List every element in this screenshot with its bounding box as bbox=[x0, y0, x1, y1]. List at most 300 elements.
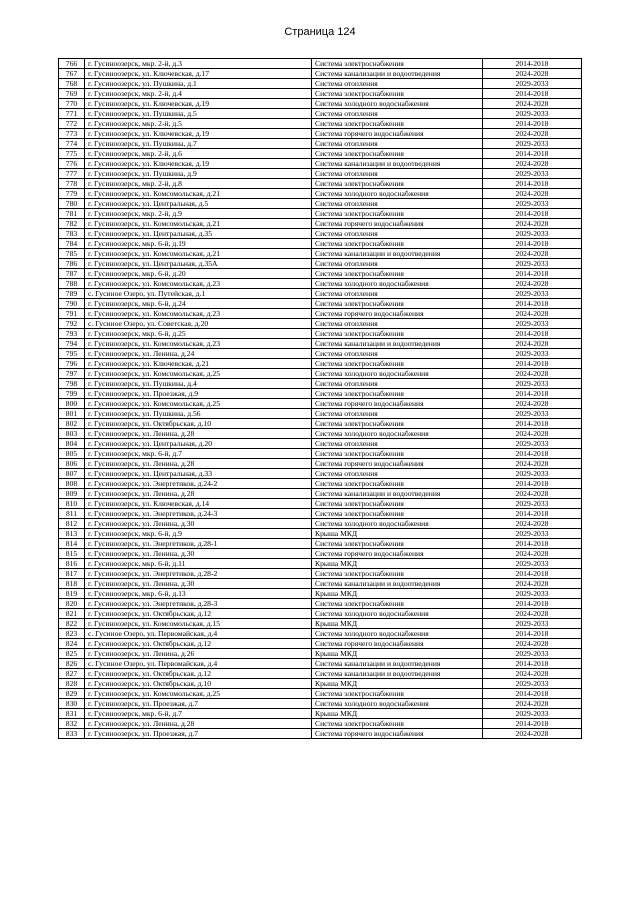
period-cell: 2029-2033 bbox=[483, 589, 582, 599]
period-cell: 2024-2028 bbox=[483, 609, 582, 619]
table-row bbox=[59, 149, 582, 159]
system-cell: Система электроснабжения bbox=[312, 569, 483, 579]
row-number: 792 bbox=[59, 319, 85, 329]
address-cell: г. Гусиноозерск, ул. Пушкина, д.5 bbox=[85, 109, 312, 119]
period-cell: 2029-2033 bbox=[483, 79, 582, 89]
row-number: 810 bbox=[59, 499, 85, 509]
period-cell: 2014-2018 bbox=[483, 419, 582, 429]
period-cell: 2024-2028 bbox=[483, 279, 582, 289]
row-number: 769 bbox=[59, 89, 85, 99]
row-number: 771 bbox=[59, 109, 85, 119]
row-number: 813 bbox=[59, 529, 85, 539]
period-cell: 2029-2033 bbox=[483, 619, 582, 629]
row-number: 772 bbox=[59, 119, 85, 129]
period-cell: 2024-2028 bbox=[483, 429, 582, 439]
table-row bbox=[59, 529, 582, 539]
address-cell: г. Гусиноозерск, ул. Ключевская, д.17 bbox=[85, 69, 312, 79]
row-number: 786 bbox=[59, 259, 85, 269]
address-cell: г. Гусиноозерск, мкр. 2-й, д.9 bbox=[85, 209, 312, 219]
period-cell: 2024-2028 bbox=[483, 519, 582, 529]
period-cell: 2024-2028 bbox=[483, 249, 582, 259]
row-number: 796 bbox=[59, 359, 85, 369]
table-row bbox=[59, 439, 582, 449]
address-cell: г. Гусиноозерск, ул. Пушкина, д.4 bbox=[85, 379, 312, 389]
address-cell: г. Гусиноозерск, ул. Пушкина, д.9 bbox=[85, 169, 312, 179]
system-cell: Система электроснабжения bbox=[312, 299, 483, 309]
period-cell: 2024-2028 bbox=[483, 369, 582, 379]
system-cell: Система отопления bbox=[312, 439, 483, 449]
address-cell: г. Гусиноозерск, ул. Энергетиков, д.28-2 bbox=[85, 569, 312, 579]
table-row bbox=[59, 489, 582, 499]
system-cell: Крыша МКД bbox=[312, 529, 483, 539]
system-cell: Крыша МКД bbox=[312, 709, 483, 719]
period-cell: 2029-2033 bbox=[483, 169, 582, 179]
table-row bbox=[59, 629, 582, 639]
period-cell: 2014-2018 bbox=[483, 179, 582, 189]
period-cell: 2024-2028 bbox=[483, 309, 582, 319]
system-cell: Система электроснабжения bbox=[312, 209, 483, 219]
address-cell: г. Гусиноозерск, мкр. 2-й, д.3 bbox=[85, 59, 312, 69]
table-row bbox=[59, 619, 582, 629]
row-number: 766 bbox=[59, 59, 85, 69]
row-number: 809 bbox=[59, 489, 85, 499]
system-cell: Система электроснабжения bbox=[312, 539, 483, 549]
table-row bbox=[59, 99, 582, 109]
row-number: 798 bbox=[59, 379, 85, 389]
table-row bbox=[59, 189, 582, 199]
table-row bbox=[59, 249, 582, 259]
period-cell: 2029-2033 bbox=[483, 529, 582, 539]
address-cell: г. Гусиноозерск, ул. Центральная, д.35А bbox=[85, 259, 312, 269]
period-cell: 2014-2018 bbox=[483, 89, 582, 99]
address-cell: г. Гусиноозерск, мкр. 6-й, д.9 bbox=[85, 529, 312, 539]
period-cell: 2014-2018 bbox=[483, 449, 582, 459]
system-cell: Система отопления bbox=[312, 139, 483, 149]
row-number: 833 bbox=[59, 729, 85, 739]
row-number: 788 bbox=[59, 279, 85, 289]
system-cell: Система электроснабжения bbox=[312, 389, 483, 399]
table-row bbox=[59, 479, 582, 489]
row-number: 793 bbox=[59, 329, 85, 339]
period-cell: 2029-2033 bbox=[483, 319, 582, 329]
row-number: 768 bbox=[59, 79, 85, 89]
system-cell: Крыша МКД bbox=[312, 649, 483, 659]
table-row bbox=[59, 379, 582, 389]
row-number: 805 bbox=[59, 449, 85, 459]
address-cell: с. Гусиное Озеро, ул. Первомайская, д.4 bbox=[85, 629, 312, 639]
period-cell: 2014-2018 bbox=[483, 509, 582, 519]
table-row bbox=[59, 409, 582, 419]
row-number: 779 bbox=[59, 189, 85, 199]
system-cell: Система отопления bbox=[312, 379, 483, 389]
address-cell: г. Гусиноозерск, ул. Ленина, д.26 bbox=[85, 649, 312, 659]
period-cell: 2029-2033 bbox=[483, 139, 582, 149]
period-cell: 2024-2028 bbox=[483, 219, 582, 229]
row-number: 829 bbox=[59, 689, 85, 699]
row-number: 784 bbox=[59, 239, 85, 249]
period-cell: 2024-2028 bbox=[483, 669, 582, 679]
address-cell: г. Гусиноозерск, ул. Октябрьская, д.12 bbox=[85, 669, 312, 679]
address-cell: г. Гусиноозерск, ул. Энергетиков, д.28-1 bbox=[85, 539, 312, 549]
row-number: 770 bbox=[59, 99, 85, 109]
row-number: 815 bbox=[59, 549, 85, 559]
system-cell: Система электроснабжения bbox=[312, 329, 483, 339]
row-number: 827 bbox=[59, 669, 85, 679]
system-cell: Система электроснабжения bbox=[312, 449, 483, 459]
table-row bbox=[59, 639, 582, 649]
table-row bbox=[59, 659, 582, 669]
address-cell: г. Гусиноозерск, ул. Ленина, д.30 bbox=[85, 519, 312, 529]
period-cell: 2029-2033 bbox=[483, 259, 582, 269]
address-cell: г. Гусиноозерск, мкр. 6-й, д.7 bbox=[85, 449, 312, 459]
system-cell: Система электроснабжения bbox=[312, 149, 483, 159]
system-cell: Система отопления bbox=[312, 349, 483, 359]
period-cell: 2014-2018 bbox=[483, 359, 582, 369]
row-number: 811 bbox=[59, 509, 85, 519]
address-cell: г. Гусиноозерск, ул. Ключевская, д.19 bbox=[85, 159, 312, 169]
period-cell: 2029-2033 bbox=[483, 499, 582, 509]
address-cell: с. Гусиное Озеро, ул. Первомайская, д.4 bbox=[85, 659, 312, 669]
address-cell: г. Гусиноозерск, ул. Комсомольская, д.21 bbox=[85, 219, 312, 229]
program-table bbox=[58, 58, 582, 739]
period-cell: 2029-2033 bbox=[483, 679, 582, 689]
period-cell: 2029-2033 bbox=[483, 109, 582, 119]
period-cell: 2029-2033 bbox=[483, 439, 582, 449]
address-cell: г. Гусиноозерск, ул. Ленина, д.28 bbox=[85, 459, 312, 469]
table-row bbox=[59, 229, 582, 239]
period-cell: 2014-2018 bbox=[483, 479, 582, 489]
period-cell: 2024-2028 bbox=[483, 699, 582, 709]
system-cell: Система холодного водоснабжения bbox=[312, 519, 483, 529]
system-cell: Крыша МКД bbox=[312, 679, 483, 689]
address-cell: г. Гусиноозерск, ул. Центральная, д.33 bbox=[85, 469, 312, 479]
period-cell: 2024-2028 bbox=[483, 129, 582, 139]
system-cell: Система электроснабжения bbox=[312, 239, 483, 249]
table-row bbox=[59, 719, 582, 729]
table-row bbox=[59, 219, 582, 229]
system-cell: Система канализации и водоотведения bbox=[312, 159, 483, 169]
table-row bbox=[59, 649, 582, 659]
table-row bbox=[59, 389, 582, 399]
address-cell: г. Гусиноозерск, ул. Энергетиков, д.28-3 bbox=[85, 599, 312, 609]
row-number: 787 bbox=[59, 269, 85, 279]
table-row bbox=[59, 289, 582, 299]
table-row bbox=[59, 139, 582, 149]
address-cell: г. Гусиноозерск, ул. Комсомольская, д.21 bbox=[85, 189, 312, 199]
address-cell: с. Гусиное Озеро, ул. Путейская, д.1 bbox=[85, 289, 312, 299]
system-cell: Система канализации и водоотведения bbox=[312, 69, 483, 79]
row-number: 823 bbox=[59, 629, 85, 639]
period-cell: 2014-2018 bbox=[483, 299, 582, 309]
row-number: 830 bbox=[59, 699, 85, 709]
table-row bbox=[59, 169, 582, 179]
table-row bbox=[59, 709, 582, 719]
row-number: 824 bbox=[59, 639, 85, 649]
table-row bbox=[59, 459, 582, 469]
table-row bbox=[59, 589, 582, 599]
table-row bbox=[59, 59, 582, 69]
table-row bbox=[59, 209, 582, 219]
table-row bbox=[59, 559, 582, 569]
address-cell: г. Гусиноозерск, мкр. 6-й, д.19 bbox=[85, 239, 312, 249]
period-cell: 2014-2018 bbox=[483, 539, 582, 549]
period-cell: 2024-2028 bbox=[483, 399, 582, 409]
row-number: 800 bbox=[59, 399, 85, 409]
address-cell: г. Гусиноозерск, мкр. 2-й, д.4 bbox=[85, 89, 312, 99]
period-cell: 2014-2018 bbox=[483, 149, 582, 159]
system-cell: Крыша МКД bbox=[312, 559, 483, 569]
address-cell: г. Гусиноозерск, мкр. 6-й, д.25 bbox=[85, 329, 312, 339]
table-row bbox=[59, 299, 582, 309]
system-cell: Система отопления bbox=[312, 199, 483, 209]
system-cell: Система холодного водоснабжения bbox=[312, 429, 483, 439]
row-number: 799 bbox=[59, 389, 85, 399]
address-cell: г. Гусиноозерск, ул. Комсомольская, д.23 bbox=[85, 339, 312, 349]
address-cell: г. Гусиноозерск, ул. Пушкина, д.56 bbox=[85, 409, 312, 419]
system-cell: Система канализации и водоотведения bbox=[312, 669, 483, 679]
system-cell: Система холодного водоснабжения bbox=[312, 609, 483, 619]
row-number: 782 bbox=[59, 219, 85, 229]
row-number: 785 bbox=[59, 249, 85, 259]
row-number: 794 bbox=[59, 339, 85, 349]
system-cell: Система электроснабжения bbox=[312, 689, 483, 699]
system-cell: Система электроснабжения bbox=[312, 509, 483, 519]
row-number: 795 bbox=[59, 349, 85, 359]
period-cell: 2014-2018 bbox=[483, 719, 582, 729]
period-cell: 2014-2018 bbox=[483, 59, 582, 69]
row-number: 791 bbox=[59, 309, 85, 319]
table-row bbox=[59, 399, 582, 409]
system-cell: Система холодного водоснабжения bbox=[312, 99, 483, 109]
address-cell: г. Гусиноозерск, ул. Ключевская, д.14 bbox=[85, 499, 312, 509]
address-cell: г. Гусиноозерск, ул. Октябрьская, д.12 bbox=[85, 609, 312, 619]
system-cell: Система электроснабжения bbox=[312, 89, 483, 99]
row-number: 820 bbox=[59, 599, 85, 609]
table-row bbox=[59, 509, 582, 519]
row-number: 825 bbox=[59, 649, 85, 659]
address-cell: г. Гусиноозерск, мкр. 6-й, д.13 bbox=[85, 589, 312, 599]
row-number: 777 bbox=[59, 169, 85, 179]
period-cell: 2014-2018 bbox=[483, 269, 582, 279]
system-cell: Система канализации и водоотведения bbox=[312, 249, 483, 259]
row-number: 819 bbox=[59, 589, 85, 599]
table-row bbox=[59, 429, 582, 439]
address-cell: г. Гусиноозерск, ул. Энергетиков, д.24-3 bbox=[85, 509, 312, 519]
address-cell: г. Гусиноозерск, мкр. 2-й, д.6 bbox=[85, 149, 312, 159]
row-number: 816 bbox=[59, 559, 85, 569]
system-cell: Система горячего водоснабжения bbox=[312, 309, 483, 319]
period-cell: 2024-2028 bbox=[483, 459, 582, 469]
address-cell: г. Гусиноозерск, мкр. 2-й, д.5 bbox=[85, 119, 312, 129]
system-cell: Система горячего водоснабжения bbox=[312, 729, 483, 739]
address-cell: г. Гусиноозерск, мкр. 6-й, д.11 bbox=[85, 559, 312, 569]
period-cell: 2024-2028 bbox=[483, 729, 582, 739]
address-cell: г. Гусиноозерск, ул. Октябрьская, д.10 bbox=[85, 679, 312, 689]
system-cell: Система канализации и водоотведения bbox=[312, 489, 483, 499]
table-row bbox=[59, 369, 582, 379]
table-row bbox=[59, 329, 582, 339]
system-cell: Система электроснабжения bbox=[312, 269, 483, 279]
table-row bbox=[59, 199, 582, 209]
table-row bbox=[59, 729, 582, 739]
row-number: 832 bbox=[59, 719, 85, 729]
system-cell: Система канализации и водоотведения bbox=[312, 579, 483, 589]
row-number: 775 bbox=[59, 149, 85, 159]
system-cell: Система холодного водоснабжения bbox=[312, 699, 483, 709]
address-cell: г. Гусиноозерск, ул. Ленина, д.24 bbox=[85, 349, 312, 359]
address-cell: г. Гусиноозерск, ул. Ленина, д.30 bbox=[85, 549, 312, 559]
table-row bbox=[59, 159, 582, 169]
address-cell: г. Гусиноозерск, ул. Центральная, д.5 bbox=[85, 199, 312, 209]
period-cell: 2029-2033 bbox=[483, 229, 582, 239]
period-cell: 2024-2028 bbox=[483, 489, 582, 499]
table-row bbox=[59, 599, 582, 609]
table-body bbox=[59, 59, 582, 739]
system-cell: Крыша МКД bbox=[312, 619, 483, 629]
system-cell: Система электроснабжения bbox=[312, 599, 483, 609]
system-cell: Система отопления bbox=[312, 169, 483, 179]
address-cell: г. Гусиноозерск, мкр. 2-й, д.8 bbox=[85, 179, 312, 189]
period-cell: 2024-2028 bbox=[483, 579, 582, 589]
period-cell: 2014-2018 bbox=[483, 119, 582, 129]
address-cell: г. Гусиноозерск, ул. Ленина, д.28 bbox=[85, 719, 312, 729]
address-cell: г. Гусиноозерск, ул. Комсомольская, д.23 bbox=[85, 309, 312, 319]
address-cell: г. Гусиноозерск, мкр. 6-й, д.24 bbox=[85, 299, 312, 309]
table-row bbox=[59, 79, 582, 89]
table-row bbox=[59, 179, 582, 189]
row-number: 812 bbox=[59, 519, 85, 529]
period-cell: 2024-2028 bbox=[483, 159, 582, 169]
system-cell: Система отопления bbox=[312, 229, 483, 239]
table-row bbox=[59, 689, 582, 699]
address-cell: г. Гусиноозерск, ул. Проезжая, д.7 bbox=[85, 729, 312, 739]
table-row bbox=[59, 579, 582, 589]
table-row bbox=[59, 419, 582, 429]
system-cell: Система горячего водоснабжения bbox=[312, 639, 483, 649]
table-row bbox=[59, 679, 582, 689]
address-cell: г. Гусиноозерск, ул. Ленина, д.28 bbox=[85, 429, 312, 439]
period-cell: 2029-2033 bbox=[483, 199, 582, 209]
row-number: 783 bbox=[59, 229, 85, 239]
table-row bbox=[59, 609, 582, 619]
address-cell: г. Гусиноозерск, ул. Ключевская, д.19 bbox=[85, 129, 312, 139]
row-number: 804 bbox=[59, 439, 85, 449]
period-cell: 2024-2028 bbox=[483, 639, 582, 649]
period-cell: 2014-2018 bbox=[483, 689, 582, 699]
row-number: 828 bbox=[59, 679, 85, 689]
address-cell: г. Гусиноозерск, ул. Энергетиков, д.24-2 bbox=[85, 479, 312, 489]
address-cell: г. Гусиноозерск, ул. Проезжая, д.9 bbox=[85, 389, 312, 399]
address-cell: г. Гусиноозерск, ул. Октябрьская, д.10 bbox=[85, 419, 312, 429]
table-row bbox=[59, 539, 582, 549]
period-cell: 2014-2018 bbox=[483, 389, 582, 399]
system-cell: Система холодного водоснабжения bbox=[312, 629, 483, 639]
system-cell: Система отопления bbox=[312, 409, 483, 419]
table-row bbox=[59, 519, 582, 529]
period-cell: 2024-2028 bbox=[483, 339, 582, 349]
address-cell: г. Гусиноозерск, ул. Комсомольская, д.25 bbox=[85, 689, 312, 699]
address-cell: г. Гусиноозерск, ул. Пушкина, д.1 bbox=[85, 79, 312, 89]
address-cell: г. Гусиноозерск, ул. Пушкина, д.7 bbox=[85, 139, 312, 149]
system-cell: Система электроснабжения bbox=[312, 59, 483, 69]
system-cell: Система горячего водоснабжения bbox=[312, 219, 483, 229]
row-number: 818 bbox=[59, 579, 85, 589]
system-cell: Система отопления bbox=[312, 289, 483, 299]
address-cell: г. Гусиноозерск, ул. Комсомольская, д.25 bbox=[85, 399, 312, 409]
table-row bbox=[59, 269, 582, 279]
table-row bbox=[59, 339, 582, 349]
period-cell: 2014-2018 bbox=[483, 599, 582, 609]
table-row bbox=[59, 469, 582, 479]
row-number: 831 bbox=[59, 709, 85, 719]
period-cell: 2024-2028 bbox=[483, 189, 582, 199]
address-cell: г. Гусиноозерск, мкр. 6-й, д.20 bbox=[85, 269, 312, 279]
page-title: Страница 124 bbox=[284, 26, 356, 38]
address-cell: г. Гусиноозерск, ул. Центральная, д.35 bbox=[85, 229, 312, 239]
table-row bbox=[59, 359, 582, 369]
table-row bbox=[59, 129, 582, 139]
system-cell: Система холодного водоснабжения bbox=[312, 279, 483, 289]
period-cell: 2014-2018 bbox=[483, 329, 582, 339]
table-row bbox=[59, 119, 582, 129]
period-cell: 2029-2033 bbox=[483, 409, 582, 419]
row-number: 780 bbox=[59, 199, 85, 209]
row-number: 774 bbox=[59, 139, 85, 149]
system-cell: Система горячего водоснабжения bbox=[312, 399, 483, 409]
period-cell: 2029-2033 bbox=[483, 649, 582, 659]
system-cell: Система холодного водоснабжения bbox=[312, 189, 483, 199]
system-cell: Система холодного водоснабжения bbox=[312, 369, 483, 379]
row-number: 789 bbox=[59, 289, 85, 299]
system-cell: Система отопления bbox=[312, 469, 483, 479]
system-cell: Система электроснабжения bbox=[312, 419, 483, 429]
address-cell: г. Гусиноозерск, мкр. 6-й, д.7 bbox=[85, 709, 312, 719]
address-cell: г. Гусиноозерск, ул. Комсомольская, д.25 bbox=[85, 369, 312, 379]
table-row bbox=[59, 569, 582, 579]
system-cell: Система электроснабжения bbox=[312, 119, 483, 129]
table-row bbox=[59, 89, 582, 99]
table-row bbox=[59, 349, 582, 359]
period-cell: 2029-2033 bbox=[483, 469, 582, 479]
system-cell: Крыша МКД bbox=[312, 589, 483, 599]
row-number: 797 bbox=[59, 369, 85, 379]
table-row bbox=[59, 549, 582, 559]
table-row bbox=[59, 259, 582, 269]
period-cell: 2014-2018 bbox=[483, 569, 582, 579]
address-cell: г. Гусиноозерск, ул. Проезжая, д.7 bbox=[85, 699, 312, 709]
table-row bbox=[59, 669, 582, 679]
row-number: 808 bbox=[59, 479, 85, 489]
row-number: 803 bbox=[59, 429, 85, 439]
address-cell: г. Гусиноозерск, ул. Ленина, д.30 bbox=[85, 579, 312, 589]
period-cell: 2029-2033 bbox=[483, 349, 582, 359]
row-number: 773 bbox=[59, 129, 85, 139]
row-number: 781 bbox=[59, 209, 85, 219]
system-cell: Система канализации и водоотведения bbox=[312, 659, 483, 669]
row-number: 822 bbox=[59, 619, 85, 629]
table-row bbox=[59, 319, 582, 329]
address-cell: г. Гусиноозерск, ул. Комсомольская, д.15 bbox=[85, 619, 312, 629]
row-number: 801 bbox=[59, 409, 85, 419]
row-number: 817 bbox=[59, 569, 85, 579]
table-row bbox=[59, 449, 582, 459]
system-cell: Система горячего водоснабжения bbox=[312, 129, 483, 139]
system-cell: Система горячего водоснабжения bbox=[312, 459, 483, 469]
table-row bbox=[59, 309, 582, 319]
system-cell: Система отопления bbox=[312, 259, 483, 269]
table-row bbox=[59, 239, 582, 249]
address-cell: г. Гусиноозерск, ул. Октябрьская, д.12 bbox=[85, 639, 312, 649]
